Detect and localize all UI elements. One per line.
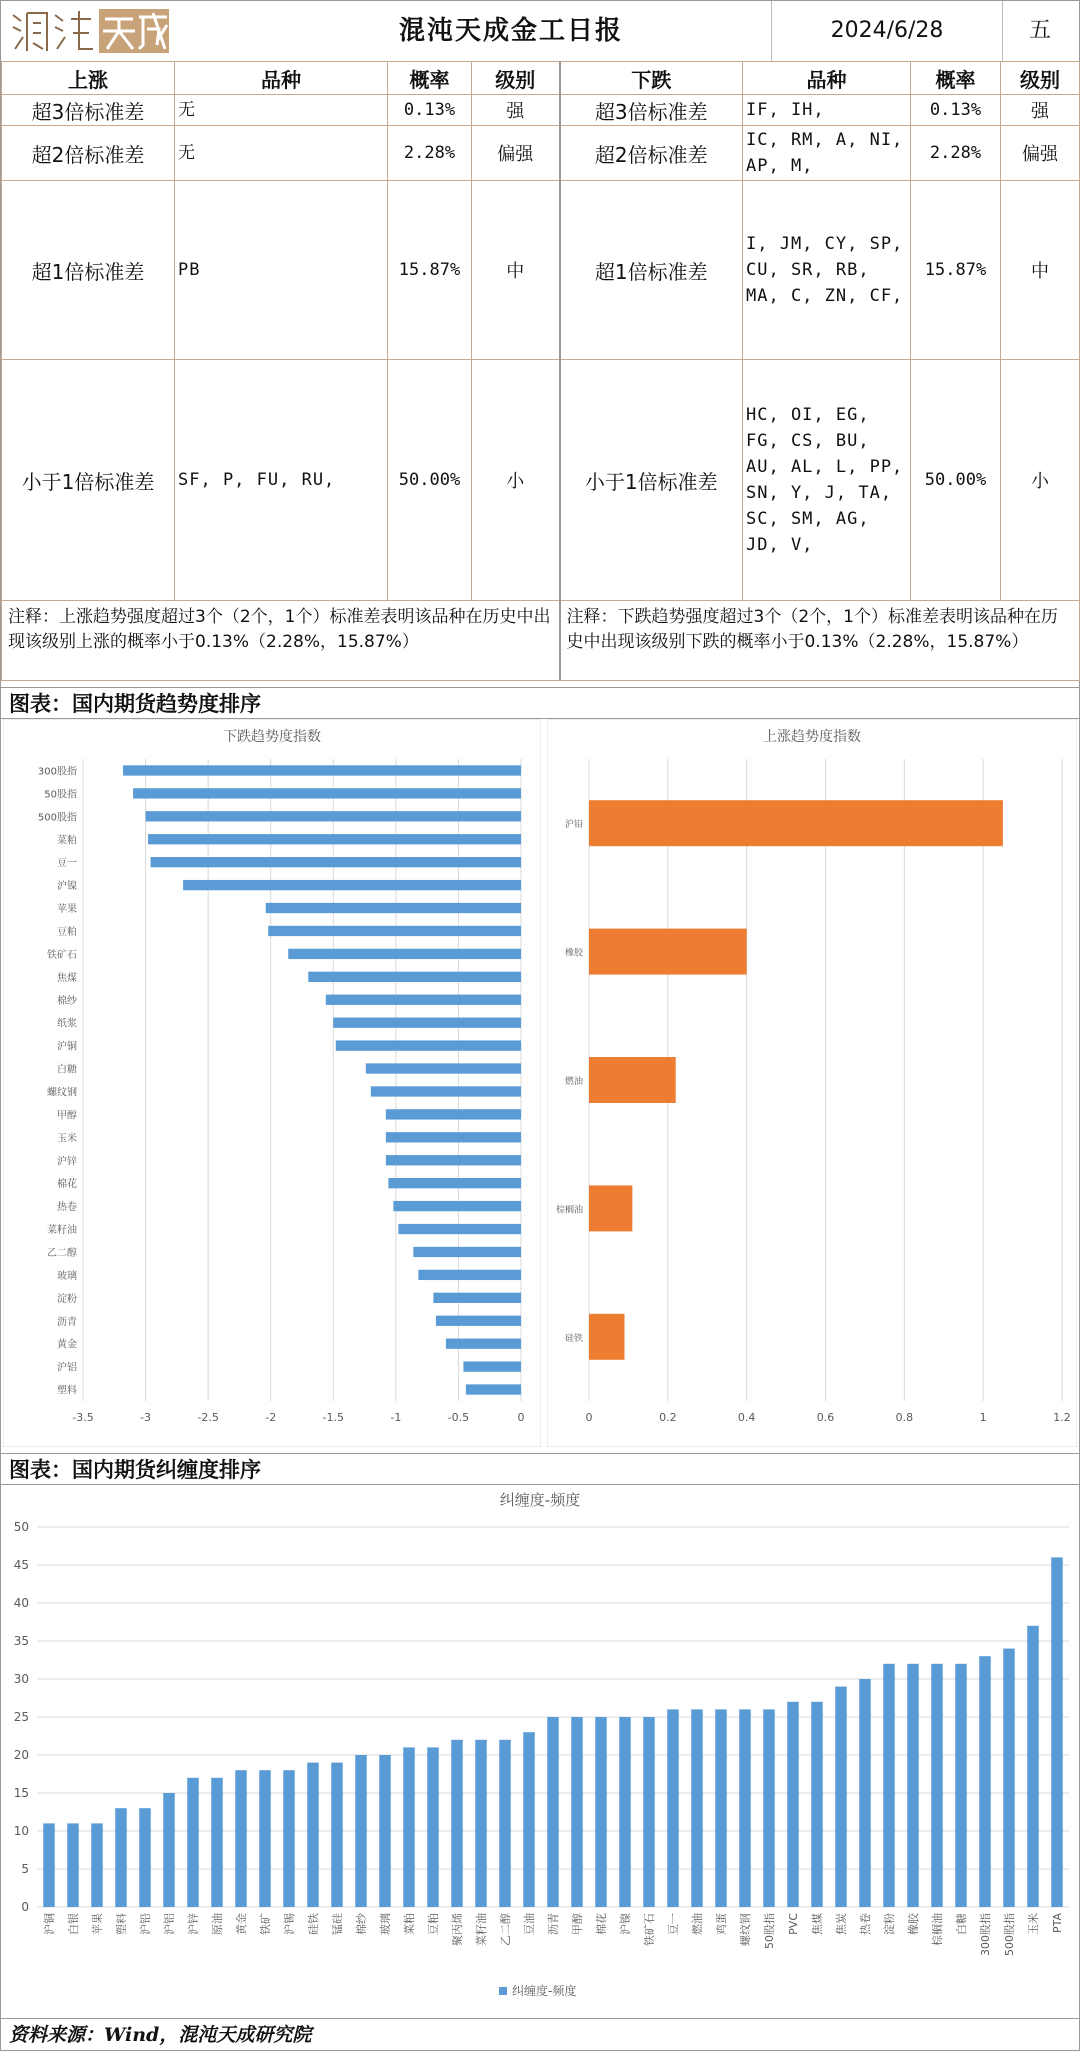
col-header-down: 下跌 <box>560 62 743 95</box>
bar <box>589 929 747 975</box>
bar <box>547 1717 559 1907</box>
bar <box>386 1109 521 1119</box>
legend-label: 纠缠度-频度 <box>512 1984 577 1998</box>
bar <box>133 788 521 798</box>
bar <box>123 765 521 775</box>
up-varieties: 无 <box>175 126 388 181</box>
bar <box>571 1717 583 1907</box>
y-tick-label: 40 <box>13 1596 29 1610</box>
bar <box>398 1224 521 1234</box>
down-level: 超3倍标准差 <box>560 95 743 126</box>
category-label: 鸡蛋 <box>715 1913 728 1935</box>
bar <box>463 1361 521 1371</box>
down-probability: 2.28% <box>911 126 1001 181</box>
up-probability: 15.87% <box>388 181 472 360</box>
category-label: 塑料 <box>57 1385 77 1397</box>
bar <box>146 811 521 821</box>
bar <box>307 1763 319 1907</box>
bar <box>366 1063 521 1073</box>
category-label: 棕榈油 <box>555 1205 583 1216</box>
table-header-row <box>2 62 1080 95</box>
bar <box>259 1770 271 1907</box>
category-label: 玉米 <box>1027 1913 1040 1935</box>
category-label: 500股指 <box>1003 1913 1016 1956</box>
category-label: 沪铅 <box>564 820 583 831</box>
bar <box>595 1717 607 1907</box>
category-label: 沥青 <box>57 1316 77 1328</box>
bar <box>326 995 521 1005</box>
category-label: 螺纹钢 <box>739 1913 752 1946</box>
up-grade: 偏强 <box>472 126 560 181</box>
down-grade: 小 <box>1001 360 1080 601</box>
section-title-entanglement: 图表：国内期货纠缠度排序 <box>1 1453 1079 1485</box>
category-label: 苹果 <box>57 904 77 916</box>
chart-title: 纠缠度-频度 <box>499 1491 581 1509</box>
category-label: 菜籽油 <box>475 1913 488 1946</box>
category-label: 50股指 <box>763 1913 776 1949</box>
category-label: 沪铜 <box>43 1913 56 1935</box>
bar <box>308 972 521 982</box>
bar <box>1003 1649 1015 1907</box>
legend-swatch <box>499 1987 507 1995</box>
col-header-up-grade: 级别 <box>472 62 560 95</box>
bar <box>466 1384 521 1394</box>
x-tick-label: 0.8 <box>895 1411 914 1424</box>
x-tick-label: -2.5 <box>197 1411 219 1424</box>
bar <box>183 880 521 890</box>
down-grade: 强 <box>1001 95 1080 126</box>
report-date: 2024/6/28 <box>771 1 1003 61</box>
bar <box>115 1808 127 1907</box>
bar <box>643 1717 655 1907</box>
x-tick-label: 1 <box>979 1411 987 1424</box>
category-label: 菜粕 <box>403 1913 416 1935</box>
bar <box>883 1664 895 1907</box>
category-label: 棉花 <box>595 1913 608 1935</box>
category-label: 沪铅 <box>139 1913 152 1935</box>
bar <box>427 1747 439 1907</box>
category-label: 沪锌 <box>187 1913 200 1935</box>
category-label: 锰硅 <box>331 1913 344 1935</box>
bar <box>43 1823 55 1907</box>
category-label: 棉花 <box>57 1179 77 1191</box>
down-varieties: IF, IH, <box>743 95 911 126</box>
up-grade: 小 <box>472 360 560 601</box>
x-tick-label: -1.5 <box>322 1411 345 1424</box>
col-header-up: 上涨 <box>2 62 175 95</box>
category-label: PVC <box>787 1913 800 1935</box>
category-label: 50股指 <box>44 789 77 801</box>
table-row <box>2 360 1080 601</box>
down-varieties: IC, RM, A, NI, AP, M, <box>743 126 911 181</box>
category-label: 菜粕 <box>57 835 77 847</box>
category-label: 豆一 <box>667 1913 680 1935</box>
bar <box>151 857 521 867</box>
down-varieties: I, JM, CY, SP, CU, SR, RB, MA, C, ZN, CF, <box>743 181 911 360</box>
y-tick-label: 25 <box>13 1710 29 1724</box>
category-label: 焦煤 <box>811 1913 824 1935</box>
bar <box>787 1702 799 1907</box>
y-tick-label: 45 <box>13 1558 29 1572</box>
bar <box>266 903 521 913</box>
col-header-down-variety: 品种 <box>743 62 911 95</box>
category-label: 乙二醇 <box>499 1913 512 1946</box>
bar <box>691 1709 703 1907</box>
category-label: 白糖 <box>955 1913 968 1935</box>
bar <box>268 926 521 936</box>
category-label: 苹果 <box>91 1913 104 1935</box>
category-label: 橡胶 <box>907 1913 920 1935</box>
col-header-down-grade: 级别 <box>1001 62 1080 95</box>
y-tick-label: 50 <box>13 1520 29 1534</box>
bar <box>235 1770 247 1907</box>
category-label: 铁矿 <box>259 1913 272 1935</box>
y-tick-label: 0 <box>21 1900 29 1914</box>
col-header-down-prob: 概率 <box>911 62 1001 95</box>
chart-title: 上涨趋势度指数 <box>763 729 861 745</box>
bar <box>67 1823 79 1907</box>
category-label: 橡胶 <box>564 948 583 959</box>
category-label: 沪锌 <box>57 1156 77 1168</box>
down-probability: 15.87% <box>911 181 1001 360</box>
category-label: 玉米 <box>57 1133 77 1145</box>
x-tick-label: -3.5 <box>72 1411 94 1424</box>
bar <box>859 1679 871 1907</box>
bar <box>418 1270 521 1280</box>
x-tick-label: 0 <box>585 1411 593 1424</box>
category-label: 沪锡 <box>283 1913 296 1935</box>
down-varieties: HC, OI, EG, FG, CS, BU, AU, AL, L, PP, SN, Y, J, TA, SC, SM, AG, JD, V, <box>743 360 911 601</box>
y-tick-label: 15 <box>13 1786 29 1800</box>
category-label: 沪铝 <box>57 1362 77 1374</box>
up-grade: 中 <box>472 181 560 360</box>
category-label: 乙二醇 <box>47 1247 77 1259</box>
bar <box>139 1808 151 1907</box>
category-label: 硅铁 <box>307 1913 320 1935</box>
category-label: 铁矿石 <box>47 949 77 961</box>
bar <box>979 1656 991 1907</box>
up-probability: 0.13% <box>388 95 472 126</box>
up-level: 小于1倍标准差 <box>2 360 175 601</box>
bar <box>589 800 1003 846</box>
category-label: 棉纱 <box>57 995 77 1007</box>
up-grade: 强 <box>472 95 560 126</box>
bar <box>187 1778 199 1907</box>
up-varieties: 无 <box>175 95 388 126</box>
y-tick-label: 10 <box>13 1824 29 1838</box>
category-label: 沪镍 <box>619 1913 632 1935</box>
bar <box>739 1709 751 1907</box>
up-trend-chart <box>547 719 1077 1447</box>
x-tick-label: -3 <box>140 1411 152 1424</box>
x-tick-label: -2 <box>265 1411 277 1424</box>
y-tick-label: 5 <box>21 1862 29 1876</box>
down-trend-chart <box>3 719 541 1447</box>
down-grade: 中 <box>1001 181 1080 360</box>
bar <box>331 1763 343 1907</box>
table-note-row <box>2 601 1080 681</box>
bar <box>763 1709 775 1907</box>
bar <box>1051 1557 1063 1907</box>
bar <box>955 1664 967 1907</box>
category-label: 棕榈油 <box>931 1913 944 1946</box>
category-label: 热卷 <box>57 1202 77 1214</box>
table-row <box>2 126 1080 181</box>
col-header-up-prob: 概率 <box>388 62 472 95</box>
category-label: 淀粉 <box>57 1293 77 1305</box>
trend-strength-table <box>1 61 1080 681</box>
down-level: 超1倍标准差 <box>560 181 743 360</box>
category-label: 500股指 <box>37 812 77 824</box>
category-label: 300股指 <box>979 1913 992 1956</box>
down-level: 小于1倍标准差 <box>560 360 743 601</box>
down-probability: 0.13% <box>911 95 1001 126</box>
x-tick-label: 0.4 <box>737 1411 756 1424</box>
x-tick-label: -1 <box>390 1411 402 1424</box>
up-level: 超2倍标准差 <box>2 126 175 181</box>
up-varieties: SF, P, FU, RU, <box>175 360 388 601</box>
category-label: 纸浆 <box>57 1018 77 1030</box>
table-row <box>2 181 1080 360</box>
table-row <box>2 95 1080 126</box>
col-header-up-variety: 品种 <box>175 62 388 95</box>
category-label: 甲醇 <box>57 1110 77 1122</box>
category-label: 沪铜 <box>57 1041 77 1053</box>
bar <box>91 1823 103 1907</box>
category-label: 热卷 <box>859 1913 872 1935</box>
bar <box>499 1740 511 1907</box>
report-weekday: 五 <box>1028 18 1051 43</box>
category-label: 豆粕 <box>57 926 77 938</box>
category-label: 白银 <box>67 1913 80 1935</box>
y-tick-label: 35 <box>13 1634 29 1648</box>
category-label: 螺纹钢 <box>47 1087 77 1099</box>
bar <box>931 1664 943 1907</box>
bar <box>589 1057 676 1103</box>
category-label: 沥青 <box>547 1913 560 1935</box>
bar <box>811 1702 823 1907</box>
section-title-trend: 图表：国内期货趋势度排序 <box>1 687 1079 719</box>
category-label: 燃油 <box>564 1077 583 1087</box>
category-label: 豆粕 <box>427 1913 440 1935</box>
bar <box>1027 1626 1039 1907</box>
category-label: 豆一 <box>57 858 77 870</box>
source-footer: 资料来源：Wind，混沌天成研究院 <box>1 2018 1079 2050</box>
entanglement-chart <box>3 1485 1077 2015</box>
category-label: 玻璃 <box>379 1913 392 1935</box>
category-label: 300股指 <box>37 766 77 778</box>
x-tick-label: 0 <box>517 1411 525 1424</box>
bar <box>403 1747 415 1907</box>
category-label: 白糖 <box>57 1064 77 1076</box>
bar <box>393 1201 521 1211</box>
note-up: 注释：上涨趋势强度超过3个（2个，1个）标准差表明该品种在历史中出现该级别上涨的概率小于0.13%（2.28%，15.87%） <box>2 601 560 681</box>
category-label: 沪铝 <box>163 1913 176 1935</box>
report-header <box>1 1 1079 62</box>
bar <box>433 1293 521 1303</box>
category-label: 甲醇 <box>571 1913 584 1935</box>
up-level: 超1倍标准差 <box>2 181 175 360</box>
bar <box>589 1314 624 1360</box>
up-probability: 50.00% <box>388 360 472 601</box>
down-grade: 偏强 <box>1001 126 1080 181</box>
bar <box>451 1740 463 1907</box>
bar <box>413 1247 521 1257</box>
down-probability: 50.00% <box>911 360 1001 601</box>
category-label: 棉纱 <box>355 1913 368 1935</box>
category-label: 硅铁 <box>564 1333 583 1344</box>
category-label: 焦煤 <box>57 972 77 984</box>
bar <box>336 1040 521 1050</box>
bar <box>386 1155 521 1165</box>
bar <box>523 1732 535 1907</box>
category-label: 塑料 <box>115 1913 128 1935</box>
bar <box>211 1778 223 1907</box>
category-label: 菜籽油 <box>47 1225 77 1237</box>
category-label: 玻璃 <box>57 1270 77 1282</box>
company-logo <box>7 5 173 57</box>
category-label: 黄金 <box>235 1913 248 1935</box>
bar <box>446 1339 521 1349</box>
bar <box>589 1185 632 1231</box>
bar <box>148 834 521 844</box>
category-label: 聚丙烯 <box>451 1913 464 1946</box>
bar <box>333 1018 521 1028</box>
x-tick-label: -0.5 <box>447 1411 470 1424</box>
category-label: 焦炭 <box>835 1913 848 1935</box>
category-label: 铁矿石 <box>643 1913 656 1946</box>
bar <box>667 1709 679 1907</box>
category-label: 豆油 <box>523 1913 536 1935</box>
up-level: 超3倍标准差 <box>2 95 175 126</box>
down-level: 超2倍标准差 <box>560 126 743 181</box>
category-label: 沪镍 <box>57 881 77 893</box>
report-title: 混沌天成金工日报 <box>398 16 623 46</box>
category-label: 淀粉 <box>883 1913 896 1935</box>
bar <box>163 1793 175 1907</box>
y-tick-label: 30 <box>13 1672 29 1686</box>
bar <box>388 1178 521 1188</box>
up-probability: 2.28% <box>388 126 472 181</box>
bar <box>715 1709 727 1907</box>
category-label: 黄金 <box>57 1339 77 1351</box>
category-label: 原油 <box>211 1913 224 1935</box>
bar <box>907 1664 919 1907</box>
bar <box>835 1687 847 1907</box>
x-tick-label: 1.2 <box>1053 1411 1071 1424</box>
bar <box>379 1755 391 1907</box>
bar <box>371 1086 521 1096</box>
bar <box>436 1316 521 1326</box>
bar <box>288 949 521 959</box>
up-varieties: PB <box>175 181 388 360</box>
chart-title: 下跌趋势度指数 <box>223 729 321 745</box>
bar <box>283 1770 295 1907</box>
bar <box>475 1740 487 1907</box>
x-tick-label: 0.6 <box>816 1411 835 1424</box>
bar <box>386 1132 521 1142</box>
x-tick-label: 0.2 <box>659 1411 677 1424</box>
category-label: PTA <box>1051 1913 1064 1934</box>
bar <box>355 1755 367 1907</box>
note-down: 注释：下跌趋势强度超过3个（2个，1个）标准差表明该品种在历史中出现该级别下跌的概率小于0.13%（2.28%，15.87%） <box>560 601 1080 681</box>
category-label: 燃油 <box>691 1913 704 1935</box>
y-tick-label: 20 <box>13 1748 29 1762</box>
bar <box>619 1717 631 1907</box>
